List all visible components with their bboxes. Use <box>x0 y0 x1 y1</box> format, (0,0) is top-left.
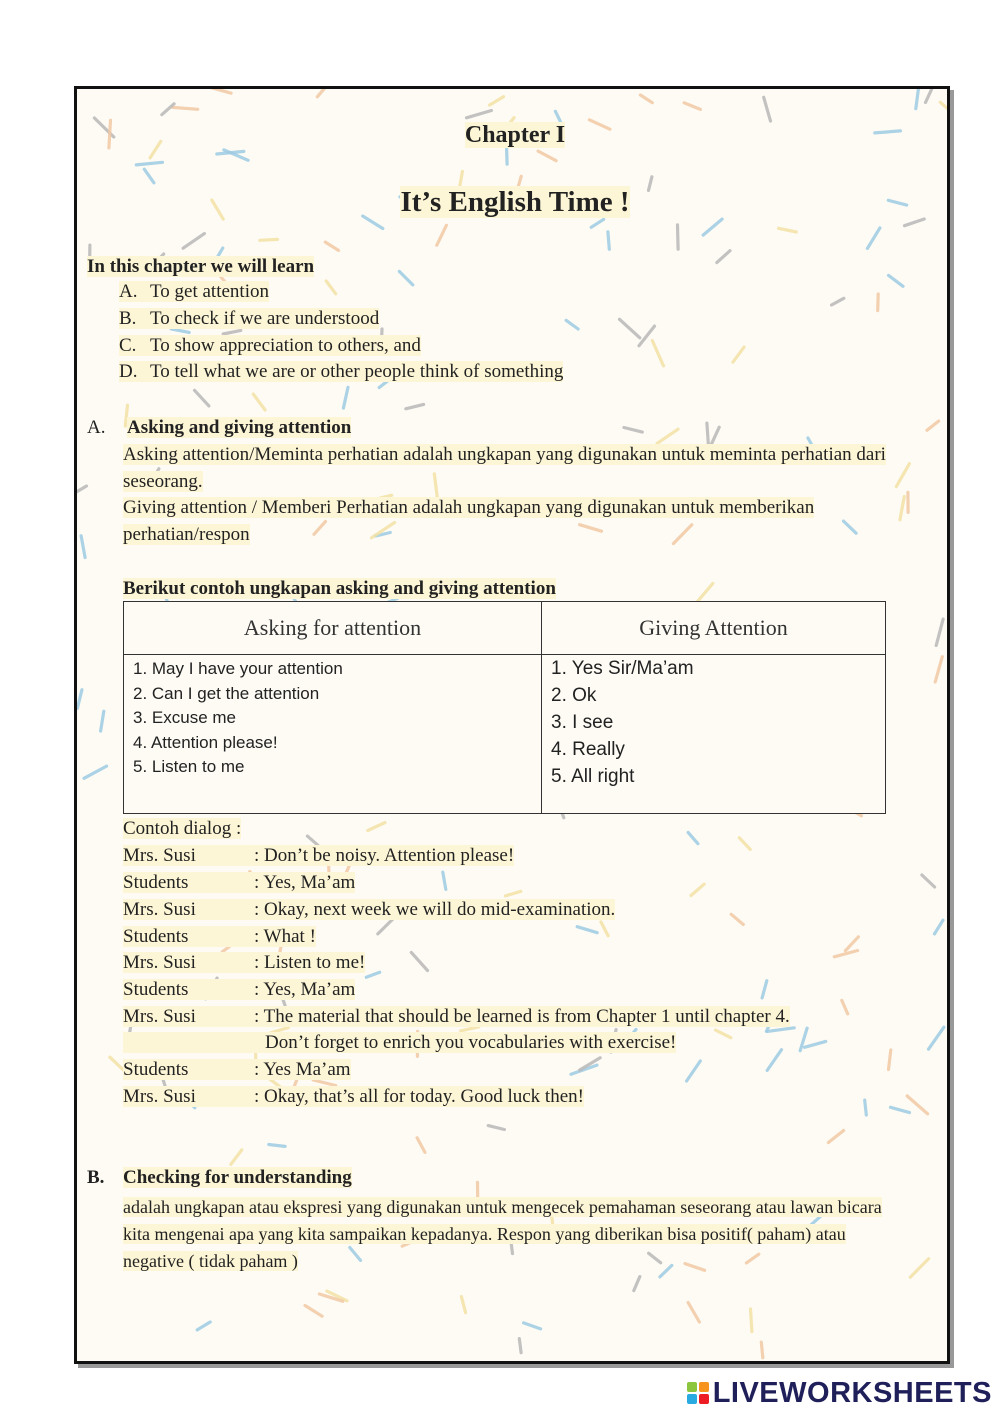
dialog-line: Don’t forget to enrich you vocabularies with exercise! <box>123 1032 676 1054</box>
dialog-line: Mrs. Susi : Okay, that’s all for today. Good luck then! <box>123 1086 584 1107</box>
section-b-paragraph: negative ( tidak paham ) <box>123 1251 298 1271</box>
giving-item: 5. All right <box>551 766 635 787</box>
section-a-paragraph: Giving attention / Memberi Perhatian adalah ungkapan yang digunakan untuk memberikan <box>123 497 815 518</box>
logo-square <box>687 1382 697 1392</box>
asking-item: 1. May I have your attention <box>133 659 343 678</box>
page-title: It’s English Time ! <box>400 186 630 218</box>
dialog-line: Mrs. Susi : Don’t be noisy. Attention please! <box>123 845 515 866</box>
giving-item: 3. I see <box>551 712 614 733</box>
giving-item: 2. Ok <box>551 685 597 706</box>
logo-square <box>687 1394 697 1404</box>
section-a-paragraph: perhatian/respon <box>123 524 250 545</box>
logo-square <box>699 1382 709 1392</box>
dialog-line: Mrs. Susi : Okay, next week we will do mid-examination. <box>123 899 616 920</box>
dialog-line: Mrs. Susi : Listen to me! <box>123 952 366 973</box>
logo-mark-icon <box>687 1382 709 1404</box>
section-b-heading: B. Checking for understanding <box>87 1167 352 1188</box>
intro-heading: In this chapter we will learn <box>87 256 315 277</box>
attention-table <box>123 601 886 814</box>
giving-cell <box>542 655 886 814</box>
intro-item: D. To tell what we are or other people think of something <box>119 361 564 382</box>
intro-item: C. To show appreciation to others, and <box>119 335 421 356</box>
asking-item: 3. Excuse me <box>133 708 236 727</box>
asking-item: 2. Can I get the attention <box>133 683 320 703</box>
liveworksheets-logo[interactable] <box>687 1376 992 1410</box>
dialog-line: Students : Yes, Ma’am <box>123 979 356 1000</box>
dialog-line: Students : What ! <box>123 926 316 947</box>
example-heading: Berikut contoh ungkapan asking and giving attention <box>123 578 556 599</box>
asking-item: 5. Listen to me <box>133 757 245 776</box>
asking-cell <box>124 655 542 814</box>
giving-header: Giving Attention <box>542 602 886 655</box>
logo-text: LIVEWORKSHEETS <box>712 1376 992 1409</box>
section-a-paragraph: Asking attention/Meminta perhatian adalah ungkapan yang digunakan untuk meminta perhatian dari <box>123 444 886 465</box>
asking-header: Asking for attention <box>124 602 542 655</box>
section-a-paragraph: seseorang. <box>123 471 203 492</box>
dialog-heading: Contoh dialog : <box>123 818 242 839</box>
logo-square <box>699 1394 709 1404</box>
intro-item: A. To get attention <box>119 281 269 302</box>
chapter-label: Chapter I <box>464 122 566 148</box>
dialog-line: Students : Yes Ma’am <box>123 1059 351 1080</box>
asking-item: 4. Attention please! <box>133 732 278 752</box>
section-a-heading: A. Asking and giving attention <box>87 417 352 438</box>
worksheet-content <box>77 89 947 1361</box>
intro-item: B. To check if we are understood <box>119 308 380 329</box>
giving-item: 1. Yes Sir/Ma’am <box>551 658 694 679</box>
section-b-paragraph: kita mengenai apa yang kita sampaikan kepadanya. Respon yang diberikan bisa positif( paham) atau <box>123 1224 846 1244</box>
section-b-paragraph: adalah ungkapan atau ekspresi yang digunakan untuk mengecek pemahaman seseorang atau lawan bicara <box>123 1197 882 1217</box>
dialog-line: Mrs. Susi : The material that should be learned is from Chapter 1 until chapter 4. <box>123 1006 790 1027</box>
worksheet-frame <box>74 86 950 1364</box>
giving-item: 4. Really <box>551 739 625 760</box>
dialog-line: Students : Yes, Ma’am <box>123 872 356 893</box>
